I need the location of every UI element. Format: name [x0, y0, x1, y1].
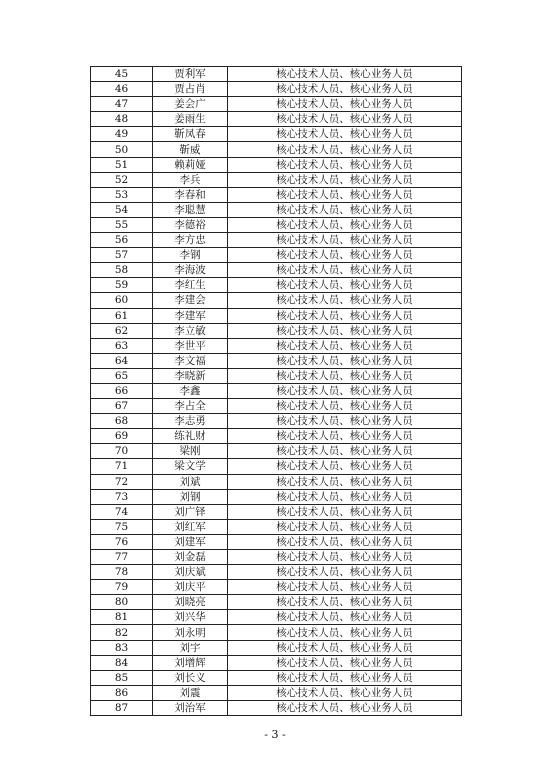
row-number-cell: 62	[91, 323, 153, 338]
table-row	[91, 368, 462, 383]
row-number-cell: 84	[91, 655, 153, 670]
name-cell: 李建会	[153, 293, 228, 308]
role-cell: 核心技术人员、核心业务人员	[228, 127, 462, 142]
name-cell: 贾占肖	[153, 82, 228, 97]
name-cell: 刘晓亮	[153, 595, 228, 610]
table-row	[91, 142, 462, 157]
row-number-cell: 73	[91, 489, 153, 504]
row-number-cell: 54	[91, 202, 153, 217]
row-number-cell: 83	[91, 640, 153, 655]
table-row	[91, 565, 462, 580]
name-cell: 梁文学	[153, 459, 228, 474]
role-cell: 核心技术人员、核心业务人员	[228, 685, 462, 700]
name-cell: 李海波	[153, 263, 228, 278]
role-cell: 核心技术人员、核心业务人员	[228, 67, 462, 82]
role-cell: 核心技术人员、核心业务人员	[228, 700, 462, 715]
role-cell: 核心技术人员、核心业务人员	[228, 519, 462, 534]
table-row	[91, 82, 462, 97]
name-cell: 靳威	[153, 142, 228, 157]
role-cell: 核心技术人员、核心业务人员	[228, 263, 462, 278]
name-cell: 李立敏	[153, 323, 228, 338]
role-cell: 核心技术人员、核心业务人员	[228, 233, 462, 248]
table-row	[91, 625, 462, 640]
role-cell: 核心技术人员、核心业务人员	[228, 172, 462, 187]
name-cell: 刘治军	[153, 700, 228, 715]
name-cell: 李红生	[153, 278, 228, 293]
table-row	[91, 293, 462, 308]
name-cell: 李文福	[153, 353, 228, 368]
name-cell: 刘钢	[153, 489, 228, 504]
name-cell: 刘长义	[153, 670, 228, 685]
name-cell: 李钢	[153, 248, 228, 263]
name-cell: 李聪慧	[153, 202, 228, 217]
role-cell: 核心技术人员、核心业务人员	[228, 278, 462, 293]
name-cell: 李兵	[153, 172, 228, 187]
row-number-cell: 45	[91, 67, 153, 82]
name-cell: 李占全	[153, 399, 228, 414]
row-number-cell: 58	[91, 263, 153, 278]
row-number-cell: 82	[91, 625, 153, 640]
row-number-cell: 77	[91, 550, 153, 565]
row-number-cell: 61	[91, 308, 153, 323]
row-number-cell: 74	[91, 504, 153, 519]
table-row	[91, 323, 462, 338]
role-cell: 核心技术人员、核心业务人员	[228, 565, 462, 580]
table-row	[91, 610, 462, 625]
name-cell: 姜会广	[153, 97, 228, 112]
table-row	[91, 353, 462, 368]
role-cell: 核心技术人员、核心业务人员	[228, 157, 462, 172]
role-cell: 核心技术人员、核心业务人员	[228, 142, 462, 157]
row-number-cell: 55	[91, 217, 153, 232]
table-row	[91, 519, 462, 534]
role-cell: 核心技术人员、核心业务人员	[228, 202, 462, 217]
role-cell: 核心技术人员、核心业务人员	[228, 504, 462, 519]
row-number-cell: 86	[91, 685, 153, 700]
row-number-cell: 46	[91, 82, 153, 97]
name-cell: 刘建军	[153, 534, 228, 549]
role-cell: 核心技术人员、核心业务人员	[228, 595, 462, 610]
row-number-cell: 87	[91, 700, 153, 715]
row-number-cell: 63	[91, 338, 153, 353]
role-cell: 核心技术人员、核心业务人员	[228, 323, 462, 338]
role-cell: 核心技术人员、核心业务人员	[228, 489, 462, 504]
table-row	[91, 670, 462, 685]
name-cell: 靳凤春	[153, 127, 228, 142]
table-row	[91, 202, 462, 217]
name-cell: 赖莉娅	[153, 157, 228, 172]
name-cell: 李鑫	[153, 383, 228, 398]
page-number: - 3 -	[264, 728, 286, 741]
table-row	[91, 97, 462, 112]
table-row	[91, 655, 462, 670]
name-cell: 李德裕	[153, 217, 228, 232]
role-cell: 核心技术人员、核心业务人员	[228, 429, 462, 444]
row-number-cell: 80	[91, 595, 153, 610]
row-number-cell: 69	[91, 429, 153, 444]
table-row	[91, 580, 462, 595]
row-number-cell: 79	[91, 580, 153, 595]
row-number-cell: 53	[91, 187, 153, 202]
row-number-cell: 48	[91, 112, 153, 127]
name-cell: 刘金磊	[153, 550, 228, 565]
row-number-cell: 68	[91, 414, 153, 429]
role-cell: 核心技术人员、核心业务人员	[228, 534, 462, 549]
name-cell: 李晓新	[153, 368, 228, 383]
name-cell: 刘庆平	[153, 580, 228, 595]
name-cell: 李春和	[153, 187, 228, 202]
role-cell: 核心技术人员、核心业务人员	[228, 248, 462, 263]
row-number-cell: 49	[91, 127, 153, 142]
role-cell: 核心技术人员、核心业务人员	[228, 474, 462, 489]
personnel-table	[90, 66, 462, 716]
row-number-cell: 78	[91, 565, 153, 580]
row-number-cell: 65	[91, 368, 153, 383]
name-cell: 刘震	[153, 685, 228, 700]
role-cell: 核心技术人员、核心业务人员	[228, 580, 462, 595]
role-cell: 核心技术人员、核心业务人员	[228, 610, 462, 625]
name-cell: 刘永明	[153, 625, 228, 640]
table-row	[91, 534, 462, 549]
role-cell: 核心技术人员、核心业务人员	[228, 550, 462, 565]
name-cell: 李方忠	[153, 233, 228, 248]
row-number-cell: 59	[91, 278, 153, 293]
table-row	[91, 278, 462, 293]
name-cell: 刘庆斌	[153, 565, 228, 580]
role-cell: 核心技术人员、核心业务人员	[228, 112, 462, 127]
table-row	[91, 700, 462, 715]
role-cell: 核心技术人员、核心业务人员	[228, 82, 462, 97]
role-cell: 核心技术人员、核心业务人员	[228, 353, 462, 368]
role-cell: 核心技术人员、核心业务人员	[228, 187, 462, 202]
name-cell: 刘红军	[153, 519, 228, 534]
role-cell: 核心技术人员、核心业务人员	[228, 217, 462, 232]
name-cell: 李志勇	[153, 414, 228, 429]
role-cell: 核心技术人员、核心业务人员	[228, 399, 462, 414]
row-number-cell: 66	[91, 383, 153, 398]
role-cell: 核心技术人员、核心业务人员	[228, 368, 462, 383]
role-cell: 核心技术人员、核心业务人员	[228, 625, 462, 640]
name-cell: 刘兴华	[153, 610, 228, 625]
row-number-cell: 56	[91, 233, 153, 248]
role-cell: 核心技术人员、核心业务人员	[228, 338, 462, 353]
role-cell: 核心技术人员、核心业务人员	[228, 383, 462, 398]
table-row	[91, 459, 462, 474]
table-row	[91, 263, 462, 278]
name-cell: 练礼财	[153, 429, 228, 444]
table-row	[91, 383, 462, 398]
table-row	[91, 489, 462, 504]
name-cell: 贾利军	[153, 67, 228, 82]
table-row	[91, 112, 462, 127]
row-number-cell: 85	[91, 670, 153, 685]
role-cell: 核心技术人员、核心业务人员	[228, 308, 462, 323]
table-row	[91, 685, 462, 700]
table-row	[91, 248, 462, 263]
table-row	[91, 127, 462, 142]
table-row	[91, 474, 462, 489]
role-cell: 核心技术人员、核心业务人员	[228, 640, 462, 655]
table-row	[91, 640, 462, 655]
table-row	[91, 595, 462, 610]
row-number-cell: 72	[91, 474, 153, 489]
row-number-cell: 67	[91, 399, 153, 414]
table-row	[91, 338, 462, 353]
table-row	[91, 308, 462, 323]
name-cell: 李建军	[153, 308, 228, 323]
table-row	[91, 504, 462, 519]
row-number-cell: 76	[91, 534, 153, 549]
role-cell: 核心技术人员、核心业务人员	[228, 655, 462, 670]
table-row	[91, 414, 462, 429]
row-number-cell: 70	[91, 444, 153, 459]
table-row	[91, 217, 462, 232]
personnel-table-body	[91, 67, 462, 716]
table-row	[91, 187, 462, 202]
row-number-cell: 75	[91, 519, 153, 534]
table-row	[91, 233, 462, 248]
row-number-cell: 50	[91, 142, 153, 157]
role-cell: 核心技术人员、核心业务人员	[228, 670, 462, 685]
row-number-cell: 47	[91, 97, 153, 112]
row-number-cell: 57	[91, 248, 153, 263]
role-cell: 核心技术人员、核心业务人员	[228, 444, 462, 459]
row-number-cell: 71	[91, 459, 153, 474]
row-number-cell: 60	[91, 293, 153, 308]
role-cell: 核心技术人员、核心业务人员	[228, 459, 462, 474]
role-cell: 核心技术人员、核心业务人员	[228, 293, 462, 308]
table-row	[91, 399, 462, 414]
role-cell: 核心技术人员、核心业务人员	[228, 97, 462, 112]
row-number-cell: 51	[91, 157, 153, 172]
table-row	[91, 172, 462, 187]
table-row	[91, 429, 462, 444]
name-cell: 刘增辉	[153, 655, 228, 670]
table-row	[91, 157, 462, 172]
name-cell: 刘宇	[153, 640, 228, 655]
name-cell: 梁刚	[153, 444, 228, 459]
role-cell: 核心技术人员、核心业务人员	[228, 414, 462, 429]
row-number-cell: 64	[91, 353, 153, 368]
table-row	[91, 67, 462, 82]
row-number-cell: 52	[91, 172, 153, 187]
name-cell: 刘斌	[153, 474, 228, 489]
table-row	[91, 550, 462, 565]
table-row	[91, 444, 462, 459]
name-cell: 李世平	[153, 338, 228, 353]
name-cell: 刘广铎	[153, 504, 228, 519]
row-number-cell: 81	[91, 610, 153, 625]
name-cell: 姜雨生	[153, 112, 228, 127]
